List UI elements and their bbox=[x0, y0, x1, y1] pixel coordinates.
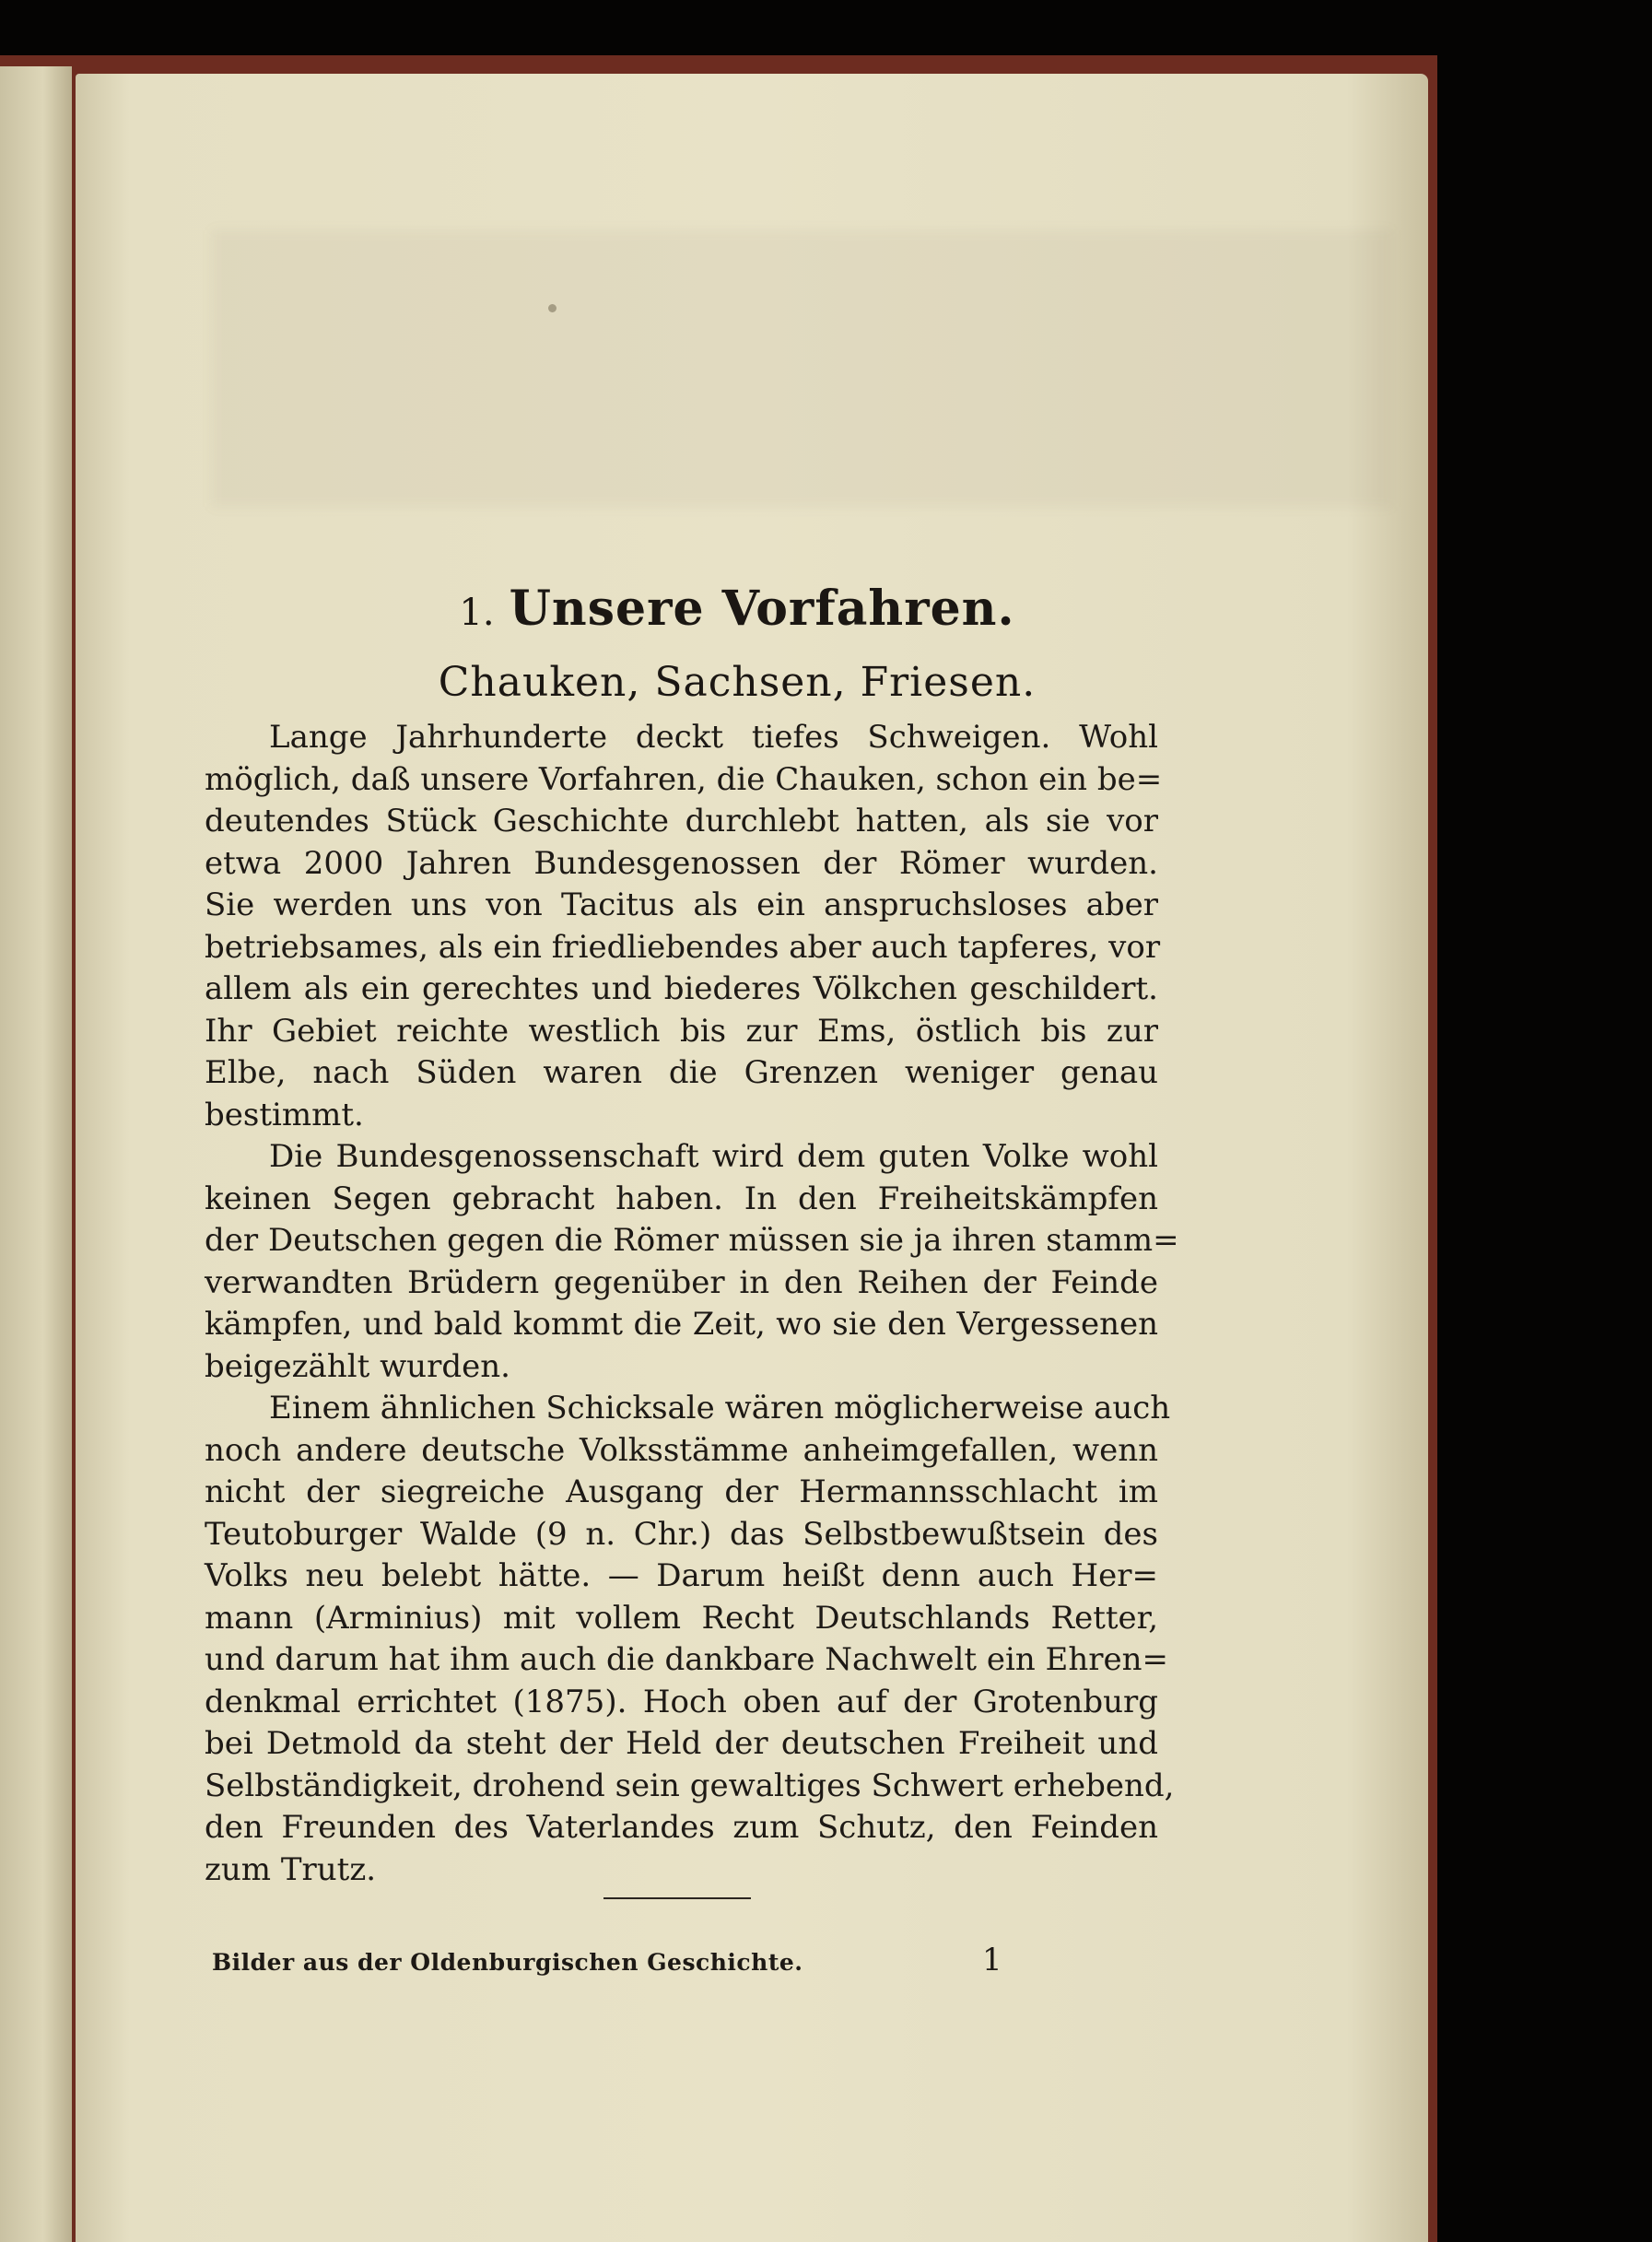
page-number: 1 bbox=[982, 1942, 1002, 1978]
text-line: deutendes Stück Geschichte durchlebt hatten, als sie vor bbox=[205, 803, 1158, 839]
text-line: und darum hat ihm auch die dankbare Nachwelt ein Ehren= bbox=[205, 1641, 1168, 1678]
text-line: Volks neu belebt hätte. — Darum heißt denn auch Her= bbox=[205, 1557, 1158, 1594]
text-line: Elbe, nach Süden waren die Grenzen weniger genau bbox=[205, 1054, 1158, 1091]
text-line: Teutoburger Walde (9 n. Chr.) das Selbstbewußtsein des bbox=[205, 1515, 1158, 1553]
paper-speck bbox=[548, 304, 557, 312]
text-line: nicht der siegreiche Ausgang der Hermannsschlacht im bbox=[205, 1473, 1158, 1510]
text-line: denkmal errichtet (1875). Hoch oben auf der Grotenburg bbox=[205, 1683, 1158, 1720]
text-line: möglich, daß unsere Vorfahren, die Chauken, schon ein be= bbox=[205, 760, 1163, 798]
text-line: etwa 2000 Jahren Bundesgenossen der Römer wurden. bbox=[205, 844, 1158, 882]
text-line: beigezählt wurden. bbox=[205, 1347, 510, 1385]
paragraph-2 bbox=[205, 1136, 1179, 1388]
facing-page-edge bbox=[0, 66, 72, 2242]
footer-book-title: Bilder aus der Oldenburgischen Geschichte. bbox=[212, 1949, 803, 1976]
text-line: Selbständigkeit, drohend sein gewaltiges Schwert erhebend, bbox=[205, 1767, 1175, 1804]
text-line: noch andere deutsche Volksstämme anheimgefallen, wenn bbox=[205, 1431, 1158, 1469]
text-line: verwandten Brüdern gegenüber in den Reihen der Feinde bbox=[205, 1263, 1158, 1301]
text-line: bestimmt. bbox=[205, 1096, 364, 1133]
paragraph-3 bbox=[205, 1388, 1175, 1891]
text-line: kämpfen, und bald kommt die Zeit, wo sie den Vergessenen bbox=[205, 1306, 1158, 1343]
chapter-title: Unsere Vorfahren. bbox=[509, 581, 1015, 637]
chapter-subheading: Chauken, Sachsen, Friesen. bbox=[438, 659, 1037, 706]
text-line: bei Detmold da steht der Held der deutschen Freiheit und bbox=[205, 1725, 1158, 1762]
text-line: Die Bundesgenossenschaft wird dem guten Volke wohl bbox=[269, 1138, 1158, 1175]
body-text bbox=[205, 717, 1179, 1891]
chapter-number: 1. bbox=[459, 592, 495, 634]
text-line: allem als ein gerechtes und biederes Völkchen geschildert. bbox=[205, 970, 1158, 1007]
paragraph-1 bbox=[205, 717, 1163, 1136]
text-line: Einem ähnlichen Schicksale wären möglicherweise auch bbox=[269, 1390, 1171, 1426]
text-line: Ihr Gebiet reichte westlich bis zur Ems, östlich bis zur bbox=[205, 1012, 1158, 1050]
text-line: zum Trutz. bbox=[205, 1850, 377, 1888]
text-line: Lange Jahrhunderte deckt tiefes Schweigen. Wohl bbox=[269, 719, 1158, 756]
text-line: der Deutschen gegen die Römer müssen sie ja ihren stamm= bbox=[205, 1222, 1179, 1259]
show-through-bleed bbox=[212, 230, 1391, 507]
text-line: mann (Arminius) mit vollem Recht Deutschlands Retter, bbox=[205, 1599, 1158, 1637]
text-line: betriebsames, als ein friedliebendes aber auch tapferes, vor bbox=[205, 928, 1161, 966]
chapter-heading bbox=[405, 581, 1069, 637]
text-line: Sie werden uns von Tacitus als ein anspruchsloses aber bbox=[205, 886, 1158, 923]
text-line: den Freunden des Vaterlandes zum Schutz, den Feinden bbox=[205, 1809, 1158, 1846]
section-end-rule bbox=[603, 1897, 751, 1899]
text-line: keinen Segen gebracht haben. In den Freiheitskämpfen bbox=[205, 1180, 1158, 1217]
